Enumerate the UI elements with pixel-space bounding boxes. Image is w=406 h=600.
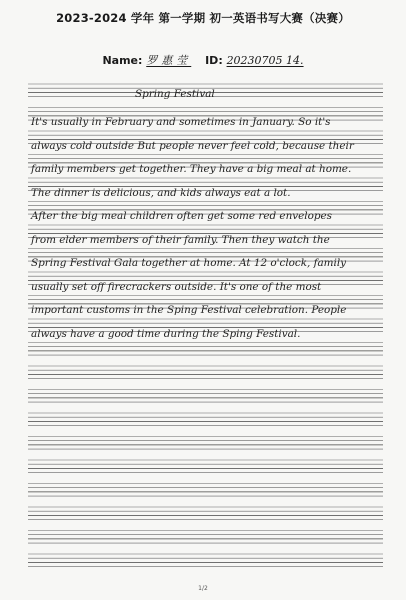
essay-line: always cold outside But people never feel cold, because their xyxy=(31,139,354,152)
essay-title: Spring Festival xyxy=(135,88,215,100)
id-label: ID: xyxy=(205,54,223,67)
essay-line: After the big meal children often get some red envelopes xyxy=(31,210,332,222)
essay-line: from elder members of their family. Then they watch the xyxy=(31,233,330,246)
essay-line: family members get together. They have a big meal at home. xyxy=(31,163,352,175)
essay-line: It's usually in February and sometimes in January. So it's xyxy=(31,116,331,128)
essay-line: Spring Festival Gala together at home. At 12 o'clock, family xyxy=(31,257,347,269)
name-label: Name: xyxy=(102,54,143,67)
essay-line: usually set off firecrackers outside. It's one of the most xyxy=(31,280,322,293)
name-value: 罗惠莹 xyxy=(146,54,192,67)
essay-line: always have a good time during the Sping Festival. xyxy=(31,327,301,340)
contest-title: 2023-2024 学年 第一学期 初一英语书写大赛（决赛） xyxy=(56,11,350,25)
essay-line: The dinner is delicious, and kids always eat a lot. xyxy=(31,186,291,199)
essay-line: important customs in the Sping Festival celebration. People xyxy=(31,304,347,316)
id-value: 20230705 14. xyxy=(226,54,304,67)
page-number: 1/2 xyxy=(198,585,208,592)
